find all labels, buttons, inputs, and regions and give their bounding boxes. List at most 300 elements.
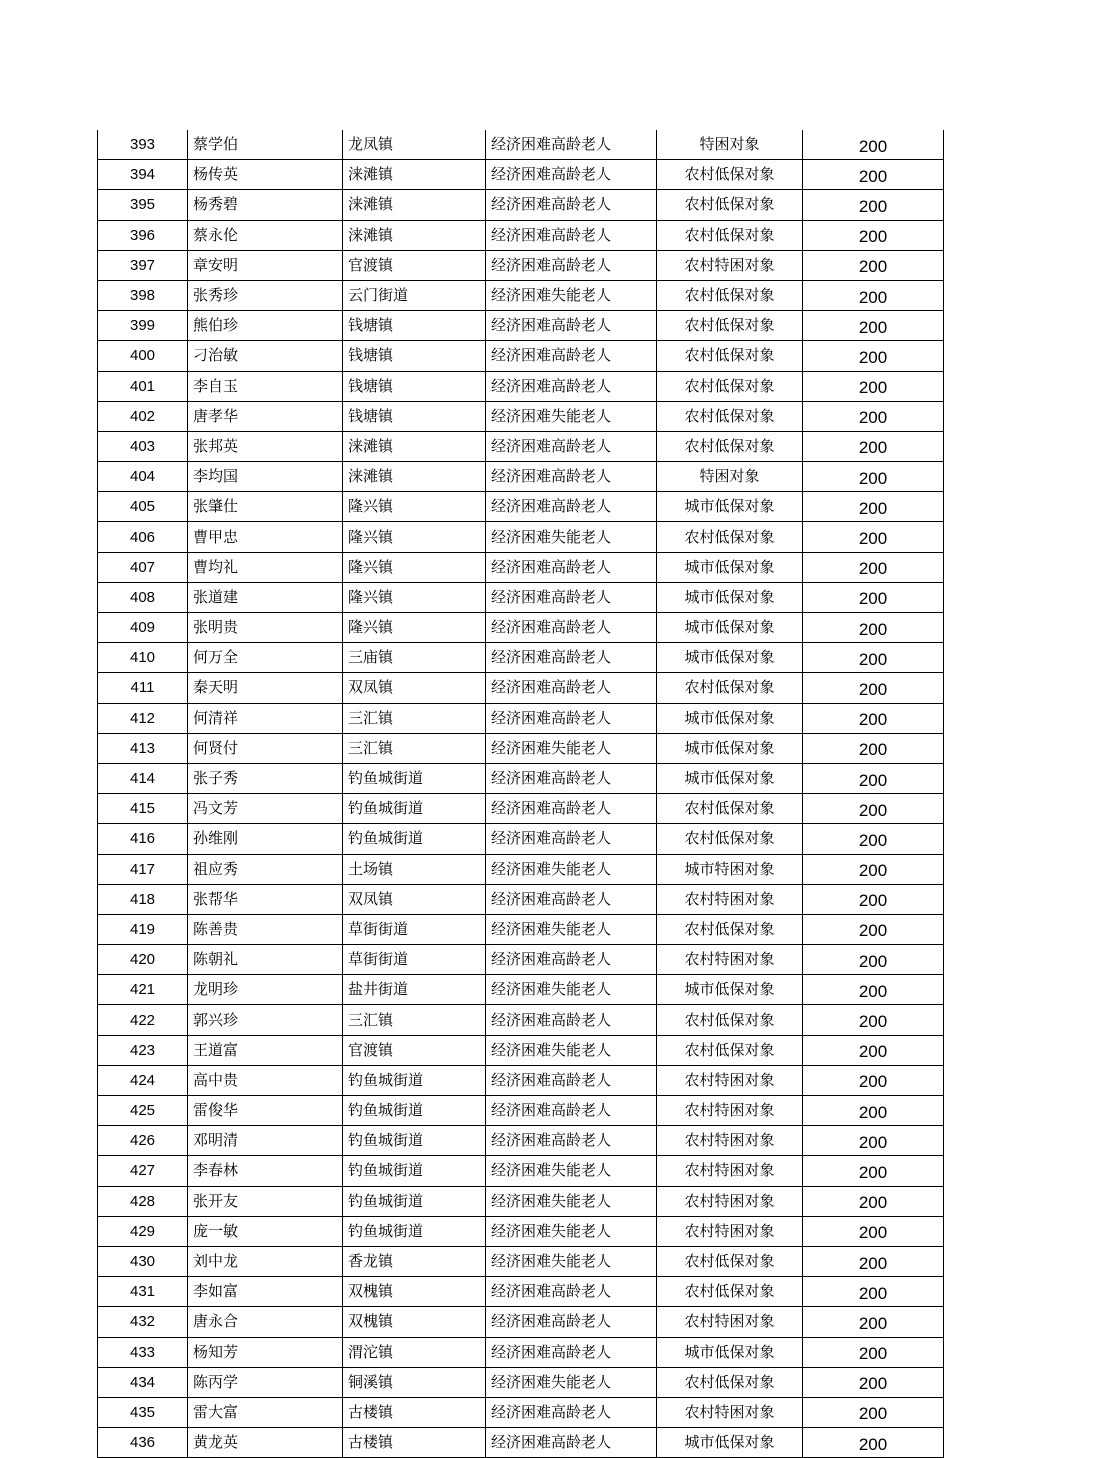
recipient-type-cell: 城市低保对象 xyxy=(657,975,803,1005)
category-cell: 经济困难失能老人 xyxy=(486,1035,657,1065)
category-cell: 经济困难失能老人 xyxy=(486,975,657,1005)
amount-cell: 200 xyxy=(803,794,944,824)
recipient-type-cell: 农村特困对象 xyxy=(657,1307,803,1337)
serial-number-cell: 408 xyxy=(98,582,188,612)
category-cell: 经济困难高龄老人 xyxy=(486,1307,657,1337)
table-row xyxy=(98,250,944,280)
town-cell: 涞滩镇 xyxy=(343,160,486,190)
town-cell: 三庙镇 xyxy=(343,643,486,673)
category-cell: 经济困难高龄老人 xyxy=(486,492,657,522)
amount-cell: 200 xyxy=(803,1035,944,1065)
recipient-type-cell: 城市低保对象 xyxy=(657,643,803,673)
recipient-type-cell: 农村特困对象 xyxy=(657,884,803,914)
amount-cell: 200 xyxy=(803,552,944,582)
serial-number-cell: 400 xyxy=(98,341,188,371)
serial-number-cell: 411 xyxy=(98,673,188,703)
recipient-type-cell: 农村低保对象 xyxy=(657,341,803,371)
recipient-type-cell: 特困对象 xyxy=(657,130,803,160)
amount-cell: 200 xyxy=(803,190,944,220)
person-name-cell: 陈善贵 xyxy=(188,914,343,944)
table-row xyxy=(98,1216,944,1246)
category-cell: 经济困难高龄老人 xyxy=(486,824,657,854)
recipient-type-cell: 农村低保对象 xyxy=(657,160,803,190)
person-name-cell: 黄龙英 xyxy=(188,1428,343,1458)
serial-number-cell: 424 xyxy=(98,1065,188,1095)
category-cell: 经济困难高龄老人 xyxy=(486,945,657,975)
person-name-cell: 张邦英 xyxy=(188,431,343,461)
town-cell: 双凤镇 xyxy=(343,673,486,703)
category-cell: 经济困难失能老人 xyxy=(486,733,657,763)
table-row xyxy=(98,130,944,160)
category-cell: 经济困难高龄老人 xyxy=(486,552,657,582)
town-cell: 云门街道 xyxy=(343,280,486,310)
town-cell: 草街街道 xyxy=(343,945,486,975)
amount-cell: 200 xyxy=(803,975,944,1005)
serial-number-cell: 396 xyxy=(98,220,188,250)
recipient-type-cell: 城市低保对象 xyxy=(657,613,803,643)
table-row xyxy=(98,582,944,612)
serial-number-cell: 412 xyxy=(98,703,188,733)
serial-number-cell: 414 xyxy=(98,763,188,793)
amount-cell: 200 xyxy=(803,220,944,250)
category-cell: 经济困难高龄老人 xyxy=(486,190,657,220)
amount-cell: 200 xyxy=(803,1216,944,1246)
town-cell: 官渡镇 xyxy=(343,1035,486,1065)
town-cell: 龙凤镇 xyxy=(343,130,486,160)
serial-number-cell: 423 xyxy=(98,1035,188,1065)
person-name-cell: 张明贵 xyxy=(188,613,343,643)
category-cell: 经济困难高龄老人 xyxy=(486,1397,657,1427)
person-name-cell: 龙明珍 xyxy=(188,975,343,1005)
table-row xyxy=(98,854,944,884)
amount-cell: 200 xyxy=(803,1277,944,1307)
serial-number-cell: 410 xyxy=(98,643,188,673)
category-cell: 经济困难高龄老人 xyxy=(486,763,657,793)
person-name-cell: 蔡学伯 xyxy=(188,130,343,160)
table-row xyxy=(98,371,944,401)
amount-cell: 200 xyxy=(803,130,944,160)
amount-cell: 200 xyxy=(803,160,944,190)
town-cell: 土场镇 xyxy=(343,854,486,884)
town-cell: 三汇镇 xyxy=(343,703,486,733)
category-cell: 经济困难失能老人 xyxy=(486,280,657,310)
amount-cell: 200 xyxy=(803,280,944,310)
amount-cell: 200 xyxy=(803,945,944,975)
category-cell: 经济困难失能老人 xyxy=(486,854,657,884)
town-cell: 香龙镇 xyxy=(343,1246,486,1276)
person-name-cell: 庞一敏 xyxy=(188,1216,343,1246)
person-name-cell: 曹均礼 xyxy=(188,552,343,582)
serial-number-cell: 435 xyxy=(98,1397,188,1427)
table-row xyxy=(98,1337,944,1367)
person-name-cell: 邓明清 xyxy=(188,1126,343,1156)
table-row xyxy=(98,763,944,793)
table-row xyxy=(98,1277,944,1307)
table-row xyxy=(98,280,944,310)
town-cell: 官渡镇 xyxy=(343,250,486,280)
town-cell: 隆兴镇 xyxy=(343,492,486,522)
person-name-cell: 刘中龙 xyxy=(188,1246,343,1276)
recipient-type-cell: 农村低保对象 xyxy=(657,431,803,461)
person-name-cell: 刁治敏 xyxy=(188,341,343,371)
category-cell: 经济困难高龄老人 xyxy=(486,431,657,461)
person-name-cell: 蔡永伦 xyxy=(188,220,343,250)
amount-cell: 200 xyxy=(803,824,944,854)
serial-number-cell: 416 xyxy=(98,824,188,854)
town-cell: 双凤镇 xyxy=(343,884,486,914)
recipient-type-cell: 农村低保对象 xyxy=(657,914,803,944)
recipient-type-cell: 特困对象 xyxy=(657,462,803,492)
person-name-cell: 冯文芳 xyxy=(188,794,343,824)
town-cell: 钓鱼城街道 xyxy=(343,763,486,793)
town-cell: 隆兴镇 xyxy=(343,522,486,552)
person-name-cell: 张秀珍 xyxy=(188,280,343,310)
category-cell: 经济困难高龄老人 xyxy=(486,1337,657,1367)
category-cell: 经济困难失能老人 xyxy=(486,401,657,431)
table-row xyxy=(98,1156,944,1186)
person-name-cell: 雷大富 xyxy=(188,1397,343,1427)
town-cell: 钓鱼城街道 xyxy=(343,1156,486,1186)
recipient-type-cell: 城市低保对象 xyxy=(657,703,803,733)
recipient-type-cell: 农村低保对象 xyxy=(657,1246,803,1276)
serial-number-cell: 393 xyxy=(98,130,188,160)
amount-cell: 200 xyxy=(803,1367,944,1397)
person-name-cell: 秦天明 xyxy=(188,673,343,703)
person-name-cell: 郭兴珍 xyxy=(188,1005,343,1035)
amount-cell: 200 xyxy=(803,492,944,522)
category-cell: 经济困难高龄老人 xyxy=(486,371,657,401)
recipient-type-cell: 城市低保对象 xyxy=(657,582,803,612)
table-row xyxy=(98,1096,944,1126)
serial-number-cell: 420 xyxy=(98,945,188,975)
subsidy-roster-table xyxy=(97,130,944,1458)
town-cell: 钓鱼城街道 xyxy=(343,794,486,824)
serial-number-cell: 397 xyxy=(98,250,188,280)
serial-number-cell: 427 xyxy=(98,1156,188,1186)
serial-number-cell: 399 xyxy=(98,311,188,341)
table-row xyxy=(98,945,944,975)
person-name-cell: 杨秀碧 xyxy=(188,190,343,220)
amount-cell: 200 xyxy=(803,643,944,673)
table-row xyxy=(98,824,944,854)
serial-number-cell: 395 xyxy=(98,190,188,220)
amount-cell: 200 xyxy=(803,250,944,280)
category-cell: 经济困难失能老人 xyxy=(486,1216,657,1246)
amount-cell: 200 xyxy=(803,1307,944,1337)
person-name-cell: 陈丙学 xyxy=(188,1367,343,1397)
town-cell: 钱塘镇 xyxy=(343,401,486,431)
person-name-cell: 熊伯珍 xyxy=(188,311,343,341)
serial-number-cell: 433 xyxy=(98,1337,188,1367)
town-cell: 双槐镇 xyxy=(343,1307,486,1337)
town-cell: 钱塘镇 xyxy=(343,341,486,371)
serial-number-cell: 403 xyxy=(98,431,188,461)
person-name-cell: 张道建 xyxy=(188,582,343,612)
table-row xyxy=(98,462,944,492)
serial-number-cell: 430 xyxy=(98,1246,188,1276)
table-row xyxy=(98,220,944,250)
town-cell: 涞滩镇 xyxy=(343,462,486,492)
recipient-type-cell: 农村低保对象 xyxy=(657,1005,803,1035)
town-cell: 钱塘镇 xyxy=(343,311,486,341)
serial-number-cell: 425 xyxy=(98,1096,188,1126)
amount-cell: 200 xyxy=(803,311,944,341)
recipient-type-cell: 农村特困对象 xyxy=(657,250,803,280)
person-name-cell: 章安明 xyxy=(188,250,343,280)
town-cell: 钓鱼城街道 xyxy=(343,1126,486,1156)
recipient-type-cell: 农村低保对象 xyxy=(657,522,803,552)
recipient-type-cell: 农村低保对象 xyxy=(657,190,803,220)
category-cell: 经济困难高龄老人 xyxy=(486,160,657,190)
category-cell: 经济困难高龄老人 xyxy=(486,703,657,733)
serial-number-cell: 409 xyxy=(98,613,188,643)
recipient-type-cell: 农村低保对象 xyxy=(657,311,803,341)
table-body xyxy=(98,130,944,1458)
table-row xyxy=(98,673,944,703)
category-cell: 经济困难失能老人 xyxy=(486,914,657,944)
table-row xyxy=(98,884,944,914)
serial-number-cell: 405 xyxy=(98,492,188,522)
serial-number-cell: 428 xyxy=(98,1186,188,1216)
person-name-cell: 张子秀 xyxy=(188,763,343,793)
person-name-cell: 唐永合 xyxy=(188,1307,343,1337)
town-cell: 渭沱镇 xyxy=(343,1337,486,1367)
recipient-type-cell: 农村低保对象 xyxy=(657,220,803,250)
category-cell: 经济困难高龄老人 xyxy=(486,643,657,673)
amount-cell: 200 xyxy=(803,522,944,552)
town-cell: 铜溪镇 xyxy=(343,1367,486,1397)
category-cell: 经济困难高龄老人 xyxy=(486,1065,657,1095)
category-cell: 经济困难高龄老人 xyxy=(486,582,657,612)
person-name-cell: 杨知芳 xyxy=(188,1337,343,1367)
recipient-type-cell: 农村特困对象 xyxy=(657,945,803,975)
recipient-type-cell: 农村低保对象 xyxy=(657,371,803,401)
serial-number-cell: 422 xyxy=(98,1005,188,1035)
category-cell: 经济困难高龄老人 xyxy=(486,341,657,371)
table-row xyxy=(98,1186,944,1216)
amount-cell: 200 xyxy=(803,1096,944,1126)
table-row xyxy=(98,492,944,522)
person-name-cell: 王道富 xyxy=(188,1035,343,1065)
person-name-cell: 何贤付 xyxy=(188,733,343,763)
recipient-type-cell: 农村低保对象 xyxy=(657,280,803,310)
category-cell: 经济困难失能老人 xyxy=(486,1186,657,1216)
table-row xyxy=(98,552,944,582)
recipient-type-cell: 城市低保对象 xyxy=(657,492,803,522)
town-cell: 涞滩镇 xyxy=(343,220,486,250)
recipient-type-cell: 农村特困对象 xyxy=(657,1397,803,1427)
amount-cell: 200 xyxy=(803,1065,944,1095)
serial-number-cell: 421 xyxy=(98,975,188,1005)
recipient-type-cell: 农村低保对象 xyxy=(657,1035,803,1065)
town-cell: 钓鱼城街道 xyxy=(343,1065,486,1095)
person-name-cell: 张肇仕 xyxy=(188,492,343,522)
serial-number-cell: 431 xyxy=(98,1277,188,1307)
subsidy-roster-sheet xyxy=(97,130,944,1458)
person-name-cell: 李自玉 xyxy=(188,371,343,401)
amount-cell: 200 xyxy=(803,613,944,643)
category-cell: 经济困难高龄老人 xyxy=(486,794,657,824)
table-row xyxy=(98,1005,944,1035)
person-name-cell: 杨传英 xyxy=(188,160,343,190)
person-name-cell: 唐孝华 xyxy=(188,401,343,431)
category-cell: 经济困难高龄老人 xyxy=(486,1277,657,1307)
category-cell: 经济困难高龄老人 xyxy=(486,220,657,250)
table-row xyxy=(98,1367,944,1397)
serial-number-cell: 417 xyxy=(98,854,188,884)
category-cell: 经济困难失能老人 xyxy=(486,522,657,552)
category-cell: 经济困难高龄老人 xyxy=(486,673,657,703)
serial-number-cell: 434 xyxy=(98,1367,188,1397)
recipient-type-cell: 农村低保对象 xyxy=(657,1367,803,1397)
person-name-cell: 何万全 xyxy=(188,643,343,673)
amount-cell: 200 xyxy=(803,462,944,492)
amount-cell: 200 xyxy=(803,914,944,944)
recipient-type-cell: 城市低保对象 xyxy=(657,763,803,793)
recipient-type-cell: 农村低保对象 xyxy=(657,1277,803,1307)
serial-number-cell: 413 xyxy=(98,733,188,763)
person-name-cell: 李均国 xyxy=(188,462,343,492)
table-row xyxy=(98,1307,944,1337)
town-cell: 古楼镇 xyxy=(343,1397,486,1427)
amount-cell: 200 xyxy=(803,673,944,703)
amount-cell: 200 xyxy=(803,1126,944,1156)
person-name-cell: 曹甲忠 xyxy=(188,522,343,552)
town-cell: 隆兴镇 xyxy=(343,613,486,643)
amount-cell: 200 xyxy=(803,1428,944,1458)
recipient-type-cell: 城市低保对象 xyxy=(657,1337,803,1367)
category-cell: 经济困难失能老人 xyxy=(486,1367,657,1397)
person-name-cell: 何清祥 xyxy=(188,703,343,733)
table-row xyxy=(98,613,944,643)
town-cell: 草街街道 xyxy=(343,914,486,944)
recipient-type-cell: 农村低保对象 xyxy=(657,824,803,854)
table-row xyxy=(98,190,944,220)
serial-number-cell: 432 xyxy=(98,1307,188,1337)
town-cell: 钓鱼城街道 xyxy=(343,1186,486,1216)
table-row xyxy=(98,975,944,1005)
category-cell: 经济困难高龄老人 xyxy=(486,462,657,492)
category-cell: 经济困难高龄老人 xyxy=(486,1428,657,1458)
town-cell: 钱塘镇 xyxy=(343,371,486,401)
category-cell: 经济困难高龄老人 xyxy=(486,130,657,160)
recipient-type-cell: 农村特困对象 xyxy=(657,1186,803,1216)
serial-number-cell: 415 xyxy=(98,794,188,824)
amount-cell: 200 xyxy=(803,733,944,763)
recipient-type-cell: 农村特困对象 xyxy=(657,1065,803,1095)
table-row xyxy=(98,794,944,824)
amount-cell: 200 xyxy=(803,763,944,793)
town-cell: 钓鱼城街道 xyxy=(343,1096,486,1126)
town-cell: 钓鱼城街道 xyxy=(343,824,486,854)
recipient-type-cell: 农村特困对象 xyxy=(657,1126,803,1156)
amount-cell: 200 xyxy=(803,1397,944,1427)
serial-number-cell: 407 xyxy=(98,552,188,582)
table-row xyxy=(98,431,944,461)
table-row xyxy=(98,1065,944,1095)
table-row xyxy=(98,914,944,944)
table-row xyxy=(98,341,944,371)
category-cell: 经济困难高龄老人 xyxy=(486,1126,657,1156)
town-cell: 钓鱼城街道 xyxy=(343,1216,486,1246)
category-cell: 经济困难高龄老人 xyxy=(486,1096,657,1126)
amount-cell: 200 xyxy=(803,1246,944,1276)
town-cell: 双槐镇 xyxy=(343,1277,486,1307)
town-cell: 三汇镇 xyxy=(343,733,486,763)
town-cell: 三汇镇 xyxy=(343,1005,486,1035)
person-name-cell: 张帮华 xyxy=(188,884,343,914)
serial-number-cell: 404 xyxy=(98,462,188,492)
person-name-cell: 高中贵 xyxy=(188,1065,343,1095)
table-row xyxy=(98,160,944,190)
amount-cell: 200 xyxy=(803,1156,944,1186)
amount-cell: 200 xyxy=(803,703,944,733)
serial-number-cell: 429 xyxy=(98,1216,188,1246)
serial-number-cell: 394 xyxy=(98,160,188,190)
person-name-cell: 祖应秀 xyxy=(188,854,343,884)
recipient-type-cell: 城市特困对象 xyxy=(657,854,803,884)
serial-number-cell: 426 xyxy=(98,1126,188,1156)
table-row xyxy=(98,1397,944,1427)
table-row xyxy=(98,1246,944,1276)
recipient-type-cell: 农村低保对象 xyxy=(657,794,803,824)
table-row xyxy=(98,643,944,673)
amount-cell: 200 xyxy=(803,582,944,612)
town-cell: 隆兴镇 xyxy=(343,582,486,612)
table-row xyxy=(98,1428,944,1458)
amount-cell: 200 xyxy=(803,1186,944,1216)
category-cell: 经济困难失能老人 xyxy=(486,1246,657,1276)
serial-number-cell: 402 xyxy=(98,401,188,431)
person-name-cell: 孙维刚 xyxy=(188,824,343,854)
town-cell: 涞滩镇 xyxy=(343,431,486,461)
person-name-cell: 李春林 xyxy=(188,1156,343,1186)
serial-number-cell: 436 xyxy=(98,1428,188,1458)
table-row xyxy=(98,733,944,763)
recipient-type-cell: 农村特困对象 xyxy=(657,1096,803,1126)
table-row xyxy=(98,1126,944,1156)
person-name-cell: 雷俊华 xyxy=(188,1096,343,1126)
recipient-type-cell: 城市低保对象 xyxy=(657,1428,803,1458)
table-row xyxy=(98,522,944,552)
amount-cell: 200 xyxy=(803,884,944,914)
category-cell: 经济困难高龄老人 xyxy=(486,311,657,341)
category-cell: 经济困难高龄老人 xyxy=(486,250,657,280)
table-row xyxy=(98,311,944,341)
table-row xyxy=(98,1035,944,1065)
town-cell: 隆兴镇 xyxy=(343,552,486,582)
town-cell: 古楼镇 xyxy=(343,1428,486,1458)
category-cell: 经济困难失能老人 xyxy=(486,1156,657,1186)
amount-cell: 200 xyxy=(803,431,944,461)
serial-number-cell: 401 xyxy=(98,371,188,401)
town-cell: 涞滩镇 xyxy=(343,190,486,220)
recipient-type-cell: 农村低保对象 xyxy=(657,401,803,431)
recipient-type-cell: 农村低保对象 xyxy=(657,673,803,703)
recipient-type-cell: 城市低保对象 xyxy=(657,552,803,582)
amount-cell: 200 xyxy=(803,1005,944,1035)
amount-cell: 200 xyxy=(803,854,944,884)
amount-cell: 200 xyxy=(803,371,944,401)
serial-number-cell: 406 xyxy=(98,522,188,552)
category-cell: 经济困难高龄老人 xyxy=(486,1005,657,1035)
person-name-cell: 张开友 xyxy=(188,1186,343,1216)
person-name-cell: 李如富 xyxy=(188,1277,343,1307)
table-row xyxy=(98,401,944,431)
recipient-type-cell: 农村特困对象 xyxy=(657,1156,803,1186)
serial-number-cell: 418 xyxy=(98,884,188,914)
amount-cell: 200 xyxy=(803,1337,944,1367)
